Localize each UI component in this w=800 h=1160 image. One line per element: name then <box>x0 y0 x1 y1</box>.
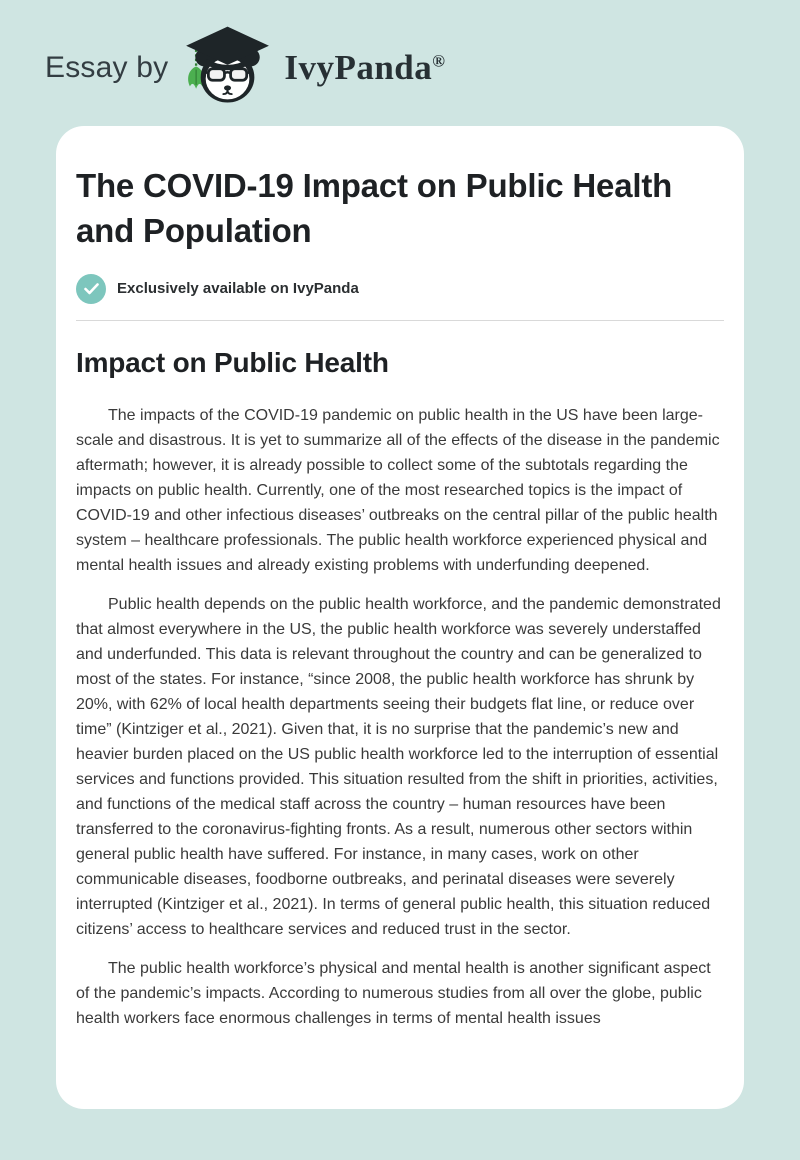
essay-card <box>56 126 744 1109</box>
divider <box>76 320 724 321</box>
ivypanda-logo-icon <box>180 24 272 112</box>
paragraph: The impacts of the COVID-19 pandemic on public health in the US have been large-scale and disastrous. It is yet to summarize all of the effects of the disease in the pandemic aftermath; however, it is already possible to collect some of the subtotals regarding the impacts on public health. Currently, one of the most researched topics is the impact of COVID-19 and other infectious diseases’ outbreaks on the central pillar of the public health system – healthcare professionals. The public health workforce experienced physical and mental health issues and already existing problems with underfunding deepened. <box>76 406 720 574</box>
brand-text: IvyPanda <box>284 48 433 87</box>
page-title: The COVID-19 Impact on Public Health and Population <box>76 167 673 249</box>
registered-mark: ® <box>432 51 446 71</box>
exclusive-badge-label: Exclusively available on IvyPanda <box>117 280 359 298</box>
paragraph: Public health depends on the public health workforce, and the pandemic demonstrated that almost everywhere in the US, the public health workforce was severely understaffed and underfunded. This data is relevant throughout the country and can be generalized to most of the states. For instance, “since 2008, the public health workforce has shrunk by 20%, with 62% of local health departments seeing their budgets flat line, or reduce over time” (Kintziger et al., 2021). Given that, it is no surprise that the pandemic’s new and heavier burden placed on the US public health workforce led to the interruption of essential services and functions provided. This situation resulted from the shift in priorities, activities, and functions of the medical staff across the country – human resources have been transferred to the coronavirus-fighting fronts. As a result, numerous other sectors within general public health have suffered. For instance, in many cases, work on other communicable diseases, foodborne outbreaks, and perinatal diseases were severely interrupted (Kintziger et al., 2021). In terms of general public health, this situation reduced citizens’ access to healthcare services and reduced trust in the sector. <box>76 595 721 938</box>
essay-by-label: Essay by <box>45 51 169 84</box>
section-heading: Impact on Public Health <box>76 346 389 378</box>
checkmark-icon <box>76 274 106 304</box>
exclusive-badge <box>76 274 724 304</box>
essay-body <box>76 403 724 1031</box>
brand-name <box>284 48 445 88</box>
paragraph: The public health workforce’s physical and mental health is another significant aspect of the pandemic’s impacts. According to numerous studies from all over the globe, public health workers face enormous challenges in terms of mental health issues <box>76 959 711 1027</box>
header <box>0 0 800 120</box>
